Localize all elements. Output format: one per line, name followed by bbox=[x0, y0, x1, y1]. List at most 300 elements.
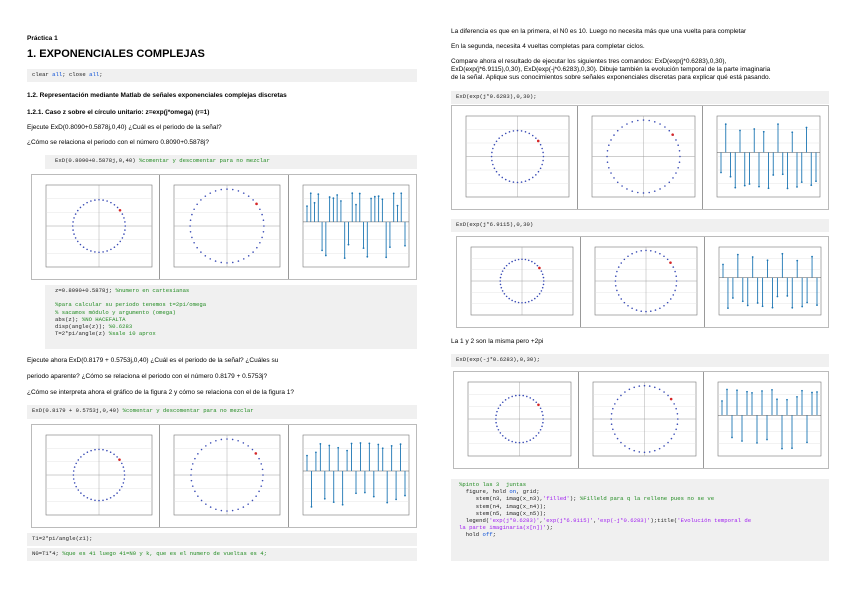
figure-pane bbox=[579, 372, 704, 468]
stem-marker bbox=[362, 247, 364, 249]
unit-circle-point bbox=[210, 192, 212, 194]
unit-circle-point bbox=[238, 508, 240, 510]
stem-marker bbox=[737, 254, 739, 256]
unit-circle-point bbox=[654, 190, 656, 192]
unit-circle-point bbox=[526, 396, 528, 398]
unit-circle-point bbox=[659, 448, 661, 450]
stem-marker bbox=[355, 492, 357, 494]
unit-circle-point bbox=[492, 164, 494, 166]
unit-circle-point bbox=[650, 310, 652, 312]
unit-circle-point bbox=[508, 397, 510, 399]
unit-circle-point bbox=[496, 171, 498, 173]
code-token: abs(z); bbox=[55, 315, 79, 323]
highlight-point bbox=[256, 203, 259, 206]
unit-circle-point bbox=[663, 255, 665, 257]
stem-marker bbox=[310, 192, 312, 194]
unit-circle-point bbox=[540, 167, 542, 169]
unit-circle-point bbox=[83, 246, 85, 248]
unit-circle-point bbox=[627, 255, 629, 257]
circle-plot bbox=[452, 106, 577, 209]
unit-circle-point bbox=[194, 208, 196, 210]
unit-circle-point bbox=[638, 385, 640, 387]
unit-circle-point bbox=[106, 450, 108, 452]
stem-marker bbox=[754, 128, 756, 130]
stem-marker bbox=[368, 442, 370, 444]
unit-circle-point bbox=[542, 422, 544, 424]
unit-circle-point bbox=[197, 204, 199, 206]
stem-marker bbox=[791, 447, 793, 449]
unit-circle-point bbox=[75, 213, 77, 215]
unit-circle-point bbox=[221, 189, 223, 191]
unit-circle-point bbox=[606, 150, 608, 152]
unit-circle-point bbox=[672, 177, 674, 179]
unit-circle-point bbox=[518, 259, 520, 261]
stem-marker bbox=[351, 192, 353, 194]
unit-circle-point bbox=[114, 246, 116, 248]
unit-circle-point bbox=[528, 301, 530, 303]
unit-circle-point bbox=[72, 221, 74, 223]
unit-circle-point bbox=[541, 290, 543, 292]
unit-circle-point bbox=[243, 192, 245, 194]
code-keyword: off bbox=[482, 531, 493, 539]
unit-circle-point bbox=[192, 485, 194, 487]
unit-circle-point bbox=[542, 273, 544, 275]
unit-circle-point bbox=[505, 399, 507, 401]
stem-marker bbox=[751, 392, 753, 394]
paragraph: ¿Cómo se relaciona el periodo con el número 0.8090+0.5878j? bbox=[27, 139, 209, 146]
unit-circle-point bbox=[537, 296, 539, 298]
stem-marker bbox=[749, 183, 751, 185]
unit-circle-point bbox=[608, 167, 610, 169]
unit-circle-point bbox=[498, 429, 500, 431]
unit-circle-point bbox=[505, 437, 507, 439]
figure-pane bbox=[32, 425, 160, 527]
stem-marker bbox=[373, 496, 375, 498]
highlight-point bbox=[671, 133, 674, 136]
unit-circle-point bbox=[262, 237, 264, 239]
unit-circle-point bbox=[110, 497, 112, 499]
stem-marker bbox=[815, 180, 817, 182]
code-token: ); bbox=[569, 495, 580, 503]
unit-circle-point bbox=[232, 439, 234, 441]
code-comment: %NO HACEFALTA bbox=[81, 315, 126, 323]
stem-marker bbox=[396, 205, 398, 207]
unit-circle-point bbox=[205, 195, 207, 197]
figure-pane bbox=[457, 237, 581, 327]
unit-circle-point bbox=[205, 445, 207, 447]
subsection-heading: 1.2.1. Caso z sobre el círculo unitario: z=exp(j*omega) (r=1) bbox=[27, 109, 210, 116]
unit-circle-point bbox=[253, 251, 255, 253]
unit-circle-point bbox=[677, 413, 679, 415]
unit-circle-point bbox=[221, 510, 223, 512]
unit-circle-point bbox=[227, 262, 229, 264]
figure-row-4 bbox=[456, 236, 829, 328]
unit-circle-point bbox=[123, 482, 125, 484]
unit-circle-point bbox=[102, 199, 104, 201]
unit-circle-point bbox=[631, 253, 633, 255]
unit-circle-point bbox=[506, 296, 508, 298]
unit-circle-point bbox=[678, 161, 680, 163]
unit-circle-point bbox=[262, 469, 264, 471]
unit-circle-point bbox=[631, 121, 633, 123]
figure-row-3 bbox=[451, 105, 829, 210]
unit-circle-point bbox=[106, 200, 108, 202]
unit-circle-point bbox=[215, 508, 217, 510]
unit-circle-point bbox=[243, 258, 245, 260]
unit-circle-point bbox=[124, 474, 126, 476]
unit-circle-point bbox=[119, 489, 121, 491]
stem-marker bbox=[722, 264, 724, 266]
unit-circle-point bbox=[119, 241, 121, 243]
code-token: , bbox=[539, 517, 543, 525]
stem-marker bbox=[761, 390, 763, 392]
stem-marker bbox=[381, 447, 383, 449]
figure-pane bbox=[289, 425, 416, 527]
code-string: 'exp(-j*0.6283)' bbox=[596, 517, 651, 525]
code-comment: %Filleld para q la rellene pues no se ve bbox=[579, 495, 715, 503]
unit-circle-point bbox=[677, 167, 679, 169]
stem-marker bbox=[374, 196, 376, 198]
unit-circle-point bbox=[521, 258, 523, 260]
paragraph: ExD(exp(j*6.9115),0,30), ExD(exp(-j*0.6283),0,30). Dibuje también la evolución temporal de la parte imaginaria bbox=[451, 66, 771, 73]
unit-circle-point bbox=[676, 280, 678, 282]
unit-circle-point bbox=[114, 204, 116, 206]
unit-circle-point bbox=[98, 449, 100, 451]
unit-circle-point bbox=[221, 439, 223, 441]
stem-plot bbox=[289, 425, 417, 527]
paragraph: Compare ahora el resultado de ejecutar los siguientes tres comandos: ExD(exp(j*0.6283),0,30), bbox=[451, 58, 727, 65]
stem-marker bbox=[811, 184, 813, 186]
unit-circle-point bbox=[654, 450, 656, 452]
unit-circle-point bbox=[73, 470, 75, 472]
code-block-exd1 bbox=[45, 155, 417, 169]
code-token: z=0.8090+0.5878j; bbox=[55, 287, 113, 294]
unit-circle-point bbox=[511, 441, 513, 443]
code-string: 'exp(j*6.9115)' bbox=[542, 517, 594, 525]
unit-circle-point bbox=[627, 305, 629, 307]
unit-circle-point bbox=[261, 463, 263, 465]
unit-circle-point bbox=[543, 277, 545, 279]
unit-circle-point bbox=[532, 135, 534, 137]
paragraph: periodo aparente? ¿Cómo se relaciona el periodo con el número 0.8179 + 0.5753j? bbox=[27, 373, 268, 380]
stem-plot bbox=[705, 237, 829, 327]
unit-circle-point bbox=[492, 148, 494, 150]
unit-circle-point bbox=[543, 156, 545, 158]
unit-circle-point bbox=[123, 478, 125, 480]
unit-circle-point bbox=[677, 423, 679, 425]
unit-circle-point bbox=[491, 160, 493, 162]
stem-marker bbox=[321, 249, 323, 251]
circle-plot bbox=[160, 425, 288, 527]
unit-circle-point bbox=[123, 470, 125, 472]
unit-circle-point bbox=[616, 290, 618, 292]
unit-circle-point bbox=[642, 192, 644, 194]
figure-pane bbox=[454, 372, 579, 468]
unit-circle-point bbox=[259, 491, 261, 493]
unit-circle-point bbox=[624, 302, 626, 304]
unit-circle-point bbox=[615, 275, 617, 277]
unit-circle-point bbox=[190, 219, 192, 221]
unit-circle-point bbox=[541, 164, 543, 166]
stem-marker bbox=[766, 439, 768, 441]
unit-circle-point bbox=[541, 411, 543, 413]
circle-plot bbox=[579, 372, 704, 468]
unit-circle-point bbox=[663, 391, 665, 393]
code-string: 'filled' bbox=[542, 495, 570, 503]
unit-circle-point bbox=[124, 221, 126, 223]
unit-circle-point bbox=[124, 229, 126, 231]
unit-circle-point bbox=[113, 495, 115, 497]
figure-pane bbox=[289, 175, 416, 279]
code-token: stem(n3, imag(x_n3), bbox=[475, 495, 543, 503]
circle-plot bbox=[457, 237, 581, 327]
unit-circle-point bbox=[90, 499, 92, 501]
unit-circle-point bbox=[508, 298, 510, 300]
code-block-t1: T1=2*pi/angle(z1); bbox=[27, 533, 417, 546]
unit-circle-point bbox=[509, 131, 511, 133]
unit-circle-point bbox=[191, 469, 193, 471]
unit-circle-point bbox=[522, 395, 524, 397]
stem-marker bbox=[400, 192, 402, 194]
unit-circle-point bbox=[500, 432, 502, 434]
unit-circle-point bbox=[528, 133, 530, 135]
unit-circle-point bbox=[664, 185, 666, 187]
unit-circle-point bbox=[659, 188, 661, 190]
stem-marker bbox=[736, 389, 738, 391]
unit-circle-point bbox=[77, 459, 79, 461]
code-token: stem(n4, imag(x_n4)); bbox=[475, 502, 547, 510]
highlight-point bbox=[255, 452, 258, 455]
unit-circle-point bbox=[531, 261, 533, 263]
unit-circle-point bbox=[86, 202, 88, 204]
unit-circle-point bbox=[253, 199, 255, 201]
unit-circle-point bbox=[256, 495, 258, 497]
unit-circle-point bbox=[496, 411, 498, 413]
unit-circle-point bbox=[621, 126, 623, 128]
unit-circle-point bbox=[508, 439, 510, 441]
unit-circle-point bbox=[610, 418, 612, 420]
unit-circle-point bbox=[215, 440, 217, 442]
unit-circle-point bbox=[659, 123, 661, 125]
paragraph: Ejecute ExD(0.8090+0.5878j,0,40) ¿Cuál es el periodo de la señal? bbox=[27, 124, 222, 131]
unit-circle-point bbox=[659, 389, 661, 391]
stem-marker bbox=[720, 172, 722, 174]
stem-marker bbox=[791, 307, 793, 309]
highlight-point bbox=[119, 209, 122, 212]
stem-marker bbox=[763, 131, 765, 133]
unit-circle-point bbox=[542, 152, 544, 154]
unit-circle-point bbox=[663, 445, 665, 447]
unit-circle-point bbox=[190, 231, 192, 233]
unit-circle-point bbox=[542, 160, 544, 162]
unit-circle-point bbox=[671, 438, 673, 440]
code-comment: %pinto las 3 juntas bbox=[459, 481, 527, 488]
unit-circle-point bbox=[106, 250, 108, 252]
unit-circle-point bbox=[505, 133, 507, 135]
code-token: stem(n5, imag(x_n5)); bbox=[475, 509, 547, 517]
unit-circle-point bbox=[210, 442, 212, 444]
unit-circle-point bbox=[650, 250, 652, 252]
unit-circle-point bbox=[535, 435, 537, 437]
figure-pane bbox=[160, 425, 288, 527]
unit-circle-point bbox=[83, 453, 85, 455]
stem-marker bbox=[328, 445, 330, 447]
unit-circle-point bbox=[538, 432, 540, 434]
unit-circle-point bbox=[677, 144, 679, 146]
unit-circle-point bbox=[506, 265, 508, 267]
unit-circle-point bbox=[640, 250, 642, 252]
unit-circle-point bbox=[259, 458, 261, 460]
unit-circle-point bbox=[615, 285, 617, 287]
code-comment: %sale 10 aprox bbox=[108, 330, 156, 338]
unit-circle-point bbox=[501, 135, 503, 137]
unit-circle-point bbox=[248, 503, 250, 505]
unit-circle-point bbox=[201, 500, 203, 502]
unit-circle-point bbox=[644, 452, 646, 454]
stem-marker bbox=[739, 130, 741, 132]
unit-circle-point bbox=[248, 195, 250, 197]
unit-circle-point bbox=[667, 259, 669, 261]
unit-circle-point bbox=[514, 260, 516, 262]
unit-circle-point bbox=[262, 214, 264, 216]
unit-circle-point bbox=[645, 250, 647, 252]
unit-circle-point bbox=[538, 171, 540, 173]
practice-label: Práctica 1 bbox=[27, 35, 58, 42]
stem-plot bbox=[289, 175, 417, 279]
stem-marker bbox=[796, 186, 798, 188]
unit-circle-point bbox=[674, 271, 676, 273]
figure-pane bbox=[578, 106, 704, 209]
unit-circle-point bbox=[667, 442, 669, 444]
code-token: ExD(0.8090+0.5878j,0,40) bbox=[55, 157, 136, 164]
unit-circle-point bbox=[90, 450, 92, 452]
stem-marker bbox=[752, 256, 754, 258]
unit-circle-point bbox=[94, 449, 96, 451]
circle-plot bbox=[578, 106, 703, 209]
unit-circle-point bbox=[616, 271, 618, 273]
unit-circle-point bbox=[102, 251, 104, 253]
unit-circle-point bbox=[620, 262, 622, 264]
unit-circle-point bbox=[243, 442, 245, 444]
unit-circle-point bbox=[500, 277, 502, 279]
unit-circle-point bbox=[644, 385, 646, 387]
unit-circle-point bbox=[98, 251, 100, 253]
figure-pane bbox=[32, 175, 160, 279]
stem-marker bbox=[796, 396, 798, 398]
unit-circle-point bbox=[612, 428, 614, 430]
unit-circle-point bbox=[614, 433, 616, 435]
unit-circle-point bbox=[83, 495, 85, 497]
code-token: all bbox=[52, 71, 63, 78]
unit-circle-point bbox=[667, 395, 669, 397]
unit-circle-point bbox=[678, 150, 680, 152]
stem-marker bbox=[781, 253, 783, 255]
unit-circle-point bbox=[191, 474, 193, 476]
paragraph: Ejecute ahora ExD(0.8179 + 0.5753j,0,40) ¿Cuál es el periodo de la señal? ¿Cuáles su bbox=[27, 357, 279, 364]
stem-marker bbox=[306, 205, 308, 207]
stem-marker bbox=[816, 304, 818, 306]
unit-circle-point bbox=[502, 435, 504, 437]
stem-marker bbox=[721, 400, 723, 402]
stem-marker bbox=[337, 447, 339, 449]
unit-circle-point bbox=[535, 401, 537, 403]
unit-circle-point bbox=[515, 395, 517, 397]
circle-plot bbox=[160, 175, 288, 279]
unit-circle-point bbox=[606, 156, 608, 158]
stem-marker bbox=[336, 194, 338, 196]
unit-circle-point bbox=[117, 244, 119, 246]
stem-marker bbox=[781, 448, 783, 450]
unit-circle-point bbox=[221, 262, 223, 264]
stem-plot bbox=[704, 372, 829, 468]
unit-circle-point bbox=[77, 241, 79, 243]
code-string: 'Evolución temporal de bbox=[677, 517, 752, 525]
unit-circle-point bbox=[74, 466, 76, 468]
code-comment: % sacamos módulo y argumento (omega) bbox=[55, 308, 176, 316]
stem-marker bbox=[381, 198, 383, 200]
unit-circle-point bbox=[529, 439, 531, 441]
code-token: hold bbox=[465, 531, 483, 539]
unit-circle-point bbox=[121, 463, 123, 465]
code-token: , bbox=[593, 517, 597, 525]
unit-circle-point bbox=[94, 499, 96, 501]
code-token: all bbox=[89, 71, 100, 78]
unit-circle-point bbox=[542, 414, 544, 416]
unit-circle-point bbox=[192, 463, 194, 465]
unit-circle-point bbox=[620, 298, 622, 300]
unit-circle-point bbox=[648, 192, 650, 194]
unit-circle-point bbox=[191, 480, 193, 482]
unit-circle-point bbox=[620, 395, 622, 397]
unit-circle-point bbox=[679, 156, 681, 158]
unit-circle-point bbox=[498, 407, 500, 409]
stem-marker bbox=[811, 256, 813, 258]
unit-circle-point bbox=[87, 451, 89, 453]
code-token: T=2*pi/angle(z) bbox=[55, 330, 106, 338]
unit-circle-point bbox=[541, 148, 543, 150]
unit-circle-point bbox=[675, 285, 677, 287]
unit-circle-point bbox=[642, 119, 644, 121]
unit-circle-point bbox=[98, 199, 100, 201]
highlight-point bbox=[538, 267, 541, 270]
unit-circle-point bbox=[73, 233, 75, 235]
unit-circle-point bbox=[500, 404, 502, 406]
unit-circle-point bbox=[80, 456, 82, 458]
unit-circle-point bbox=[502, 270, 504, 272]
unit-circle-point bbox=[215, 190, 217, 192]
unit-circle-point bbox=[190, 225, 192, 227]
code-token: ); bbox=[546, 524, 553, 532]
unit-circle-point bbox=[500, 284, 502, 286]
unit-circle-point bbox=[617, 399, 619, 401]
stem-marker bbox=[404, 245, 406, 247]
stem-marker bbox=[364, 492, 366, 494]
unit-circle-point bbox=[675, 139, 677, 141]
unit-circle-point bbox=[94, 199, 96, 201]
unit-circle-point bbox=[675, 172, 677, 174]
unit-circle-point bbox=[511, 300, 513, 302]
unit-circle-point bbox=[205, 503, 207, 505]
code-token: figure, hold bbox=[465, 488, 510, 496]
stem-marker bbox=[366, 256, 368, 258]
unit-circle-point bbox=[626, 188, 628, 190]
stem-marker bbox=[731, 437, 733, 439]
unit-circle-point bbox=[624, 391, 626, 393]
unit-circle-point bbox=[227, 188, 229, 190]
unit-circle-point bbox=[491, 156, 493, 158]
stem-marker bbox=[392, 192, 394, 194]
unit-circle-point bbox=[543, 280, 545, 282]
